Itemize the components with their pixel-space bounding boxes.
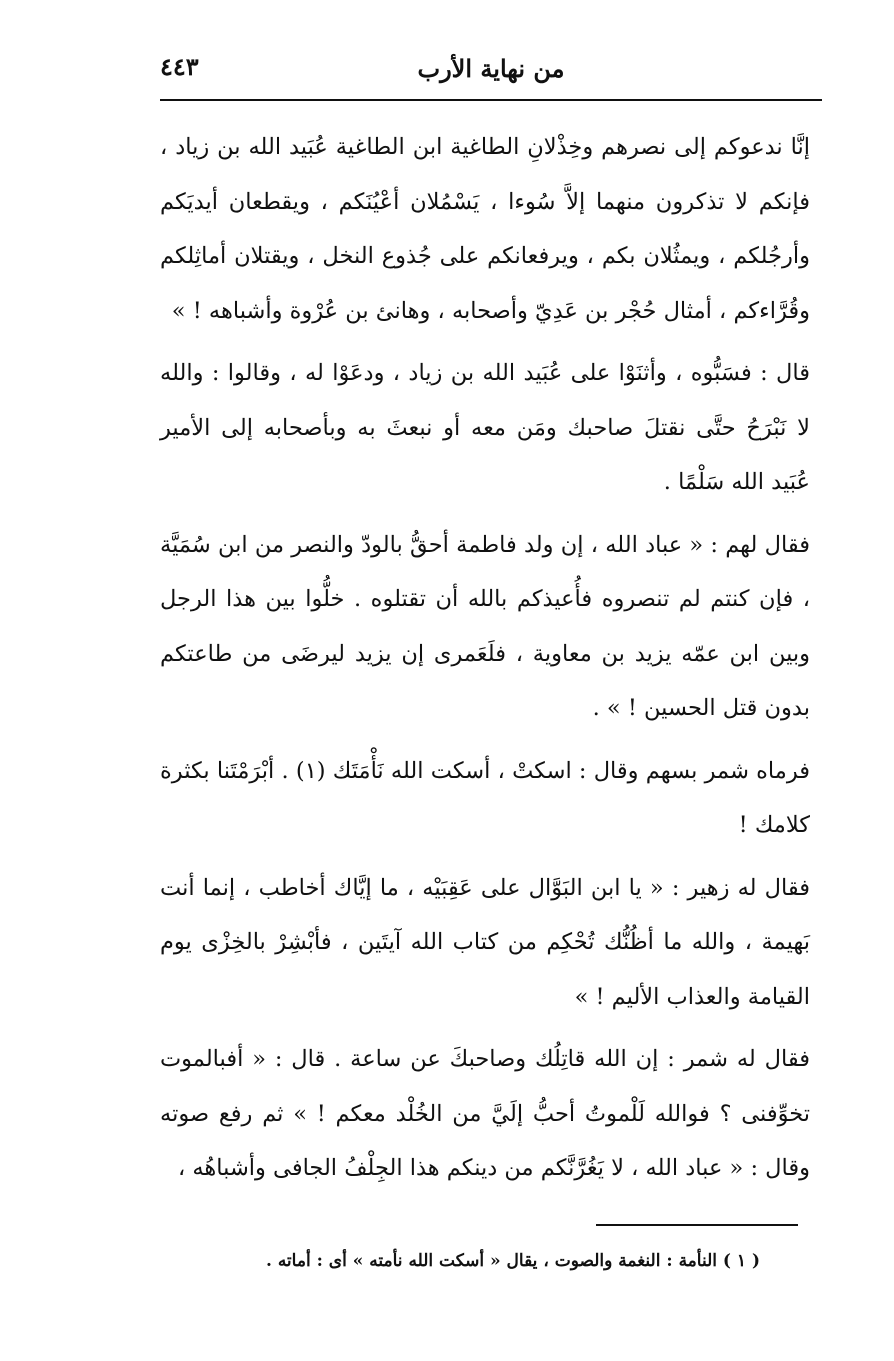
footnote-rule bbox=[596, 1224, 798, 1226]
paragraph-5: فقال له زهير : « يا ابن البَوَّال على عَقِبَيْه ، ما إيَّاك أخاطب ، إنما أنت بَهيمة ، والله ما أظُنُّك تُحْكِم من كتاب الله آيتَين ، فأبْشِرْ بالخِزْى يوم القيامة والعذاب الأليم ! » bbox=[160, 874, 810, 1010]
paragraph-2: قال : فسَبُّوه ، وأثنَوْا على عُبَيد الله بن زياد ، ودعَوْا له ، وقالوا : والله لا نَبْرَحُ حتَّى نقتلَ صاحبك ومَن معه أو نبعثَ به وبأصحابه إلى الأمير عُبَيد الله سَلْمًا . bbox=[160, 360, 810, 495]
page-number: ٤٤٣ bbox=[160, 52, 199, 81]
running-title: من نهاية الأرب bbox=[417, 54, 565, 83]
paragraph-6: فقال له شمر : إن الله قاتِلُك وصاحبكَ عن ساعة . قال : « أفبالموت تخوِّفنى ؟ فوالله لَلْموتُ أحبُّ إلَيَّ من الخُلْد معكم ! » ثم رفع صوته وقال : « عباد الله ، لا يَغُرَّنَّكم من دينكم هذا الجِلْفُ الجافى وأشباهُه ، bbox=[160, 1046, 810, 1181]
footnote: ( ١ ) النأمة : النغمة والصوت ، يقال « أسكت الله نأمته » أى : أماته . bbox=[265, 1251, 760, 1271]
paragraph-4: فرماه شمر بسهم وقال : اسكتْ ، أسكت الله نَأْمَتَك (١) . أبْرَمْتَنا بكثرة كلامك ! bbox=[160, 757, 811, 838]
paragraph-3: فقال لهم : « عباد الله ، إن ولد فاطمة أحقُّ بالودّ والنصر من ابن سُمَيَّة ، فإن كنتم لم تنصروه فأُعيذكم بالله أن تقتلوه . خلُّوا بين هذا الرجل وبين ابن عمّه يزيد بن معاوية ، فلَعَمرى إن يزيد ليرضَى من طاعتكم بدون قتل الحسين ! » . bbox=[160, 531, 810, 721]
paragraph-1: إنَّا ندعوكم إلى نصرهم وخِذْلانِ الطاغية ابن الطاغية عُبَيد الله بن زياد ، فإنكم لا تذكرون منهما إلاَّ سُوءا ، يَسْمُلان أعْيُنَكم ، ويقطعان أيديَكم وأرجُلكم ، ويمثُلان بكم ، ويرفعانكم على جُذوع النخل ، ويقتلان أماثِلكم وقُرَّاءكم ، أمثال حُجْر بن عَدِيّ وأصحابه ، وهانئ بن عُرْوة وأشباهه ! » bbox=[160, 134, 810, 324]
header-rule bbox=[160, 99, 822, 101]
page-header bbox=[160, 46, 822, 96]
body-text bbox=[160, 120, 810, 1196]
